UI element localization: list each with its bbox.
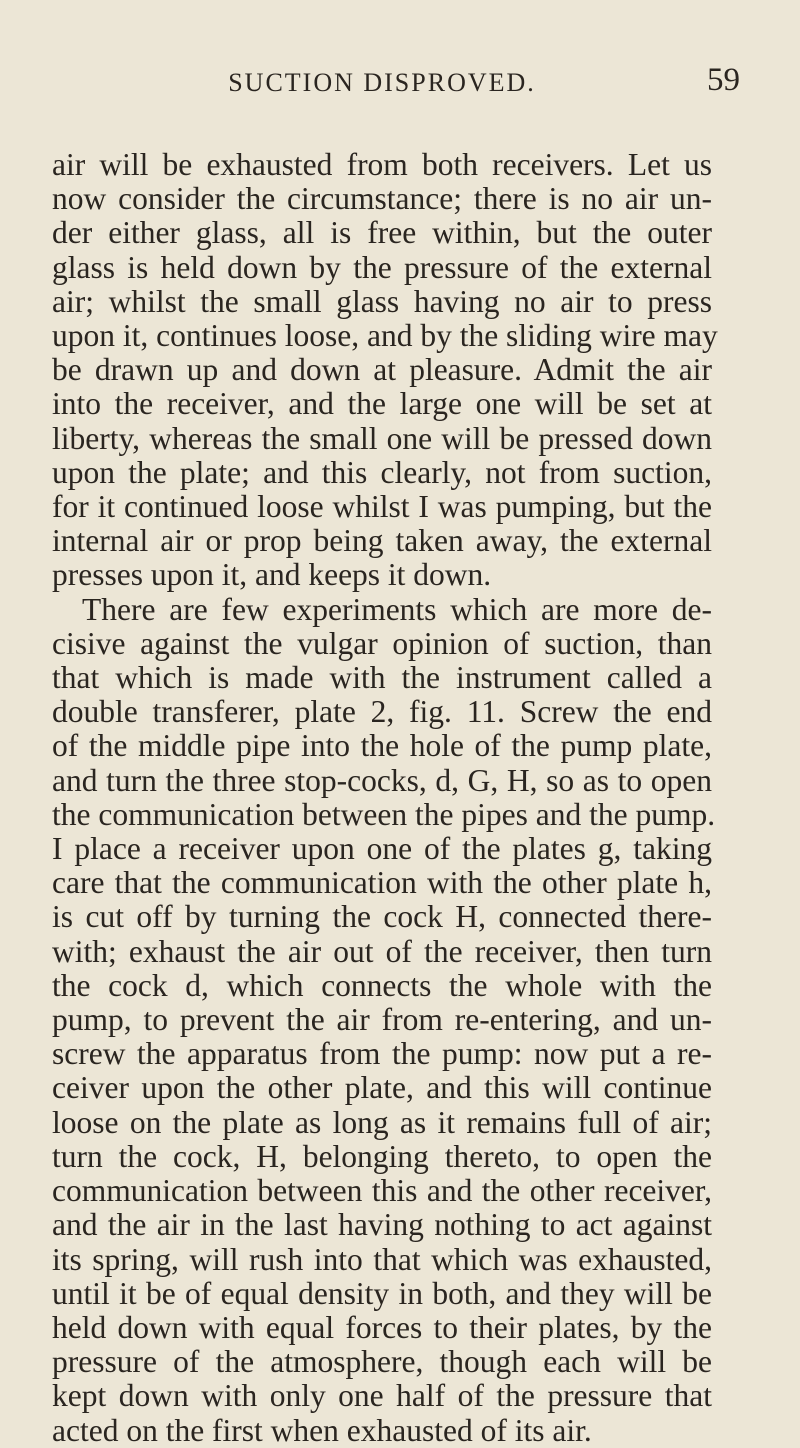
text-line: for it continued loose whilst I was pumping, but the — [52, 489, 712, 525]
text-line: cisive against the vulgar opinion of suction, than — [52, 625, 712, 661]
text-line: kept down with only one half of the pressure that — [52, 1378, 712, 1414]
page-number: 59 — [707, 62, 740, 98]
text-line: be drawn up and down at pleasure. Admit the air — [52, 352, 712, 388]
text-line: and turn the three stop-cocks, d, G, H, so as to open — [52, 762, 712, 798]
text-line: with; exhaust the air out of the receiver, then turn — [52, 933, 712, 969]
text-line: screw the apparatus from the pump: now put a re- — [52, 1036, 712, 1072]
text-line: of the middle pipe into the hole of the pump plate, — [52, 728, 712, 764]
text-line: is cut off by turning the cock H, connected there- — [52, 899, 712, 935]
text-line: double transferer, plate 2, fig. 11. Screw the end — [52, 694, 712, 730]
running-head — [52, 58, 740, 106]
running-title: SUCTION DISPROVED. — [228, 68, 536, 97]
text-line: I place a receiver upon one of the plates g, taking — [52, 831, 712, 867]
text-line: and the air in the last having nothing to act against — [52, 1207, 712, 1243]
text-line: its spring, will rush into that which was exhausted, — [52, 1241, 712, 1277]
text-line: internal air or prop being taken away, the external — [52, 523, 712, 559]
text-line: now consider the circumstance; there is no air un- — [52, 181, 712, 217]
text-line: care that the communication with the other plate h, — [52, 865, 712, 901]
text-line: air; whilst the small glass having no air to press — [52, 283, 712, 319]
text-line: that which is made with the instrument called a — [52, 660, 712, 696]
text-line: liberty, whereas the small one will be pressed down — [52, 420, 712, 456]
text-line: held down with equal forces to their plates, by the — [52, 1309, 712, 1345]
text-line: upon the plate; and this clearly, not from suction, — [52, 454, 712, 490]
text-line: der either glass, all is free within, but the outer — [52, 215, 712, 251]
paragraph-start-line: There are few experiments which are more de- — [82, 591, 712, 627]
text-line: pressure of the atmosphere, though each will be — [52, 1344, 712, 1380]
text-line: glass is held down by the pressure of the external — [52, 249, 712, 285]
paragraph-end-line: presses upon it, and keeps it down. — [52, 557, 492, 593]
body-text — [52, 147, 718, 1448]
text-line: ceiver upon the other plate, and this will continue — [52, 1070, 712, 1106]
text-line: pump, to prevent the air from re-entering, and un- — [52, 1002, 712, 1038]
paragraph-end-line: acted on the first when exhausted of its air. — [52, 1412, 592, 1448]
text-line: turn the cock, H, belonging thereto, to open the — [52, 1138, 712, 1174]
text-line: upon it, continues loose, and by the sliding wire may — [52, 318, 718, 354]
text-line: until it be of equal density in both, and they will be — [52, 1275, 712, 1311]
text-line: the cock d, which connects the whole with the — [52, 967, 712, 1003]
text-line: into the receiver, and the large one will be set at — [52, 386, 712, 422]
text-line: air will be exhausted from both receivers. Let us — [52, 147, 712, 182]
text-line: the communication between the pipes and the pump. — [52, 796, 716, 832]
text-line: communication between this and the other receiver, — [52, 1173, 712, 1209]
text-line: loose on the plate as long as it remains full of air; — [52, 1104, 712, 1140]
